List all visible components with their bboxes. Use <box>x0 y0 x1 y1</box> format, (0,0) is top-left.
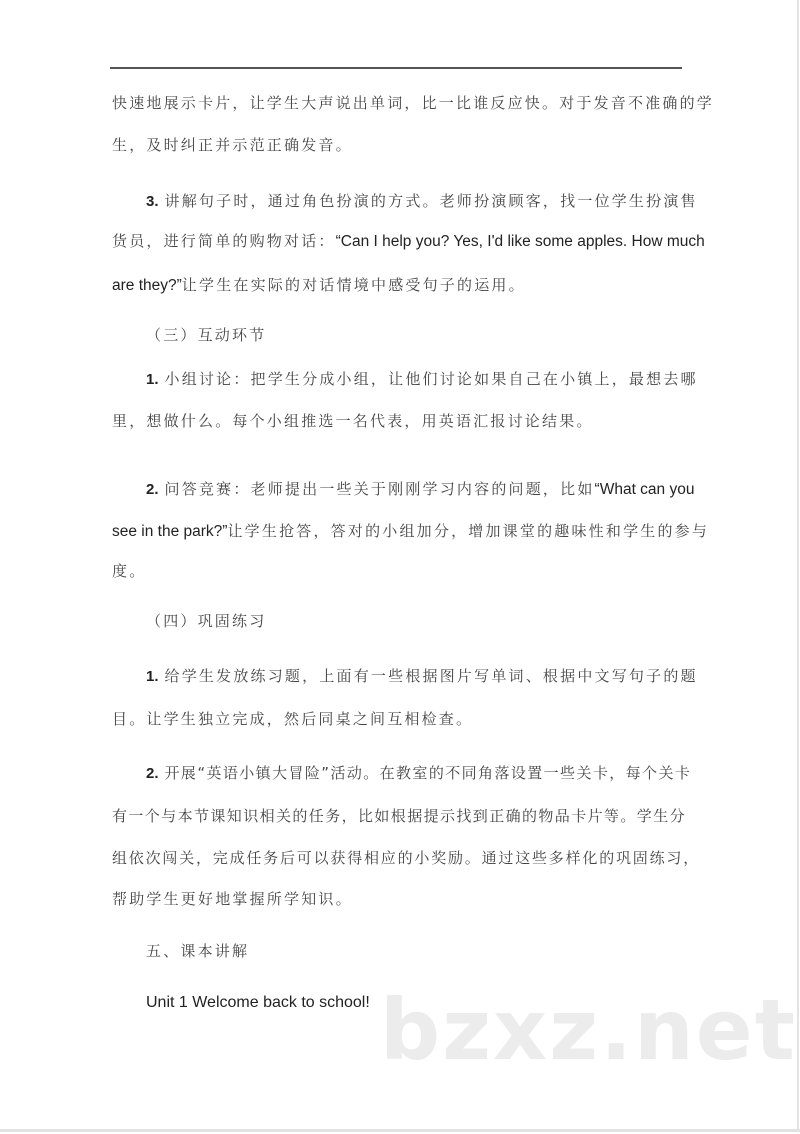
paragraph-line <box>112 275 526 296</box>
paragraph-line: 快速地展示卡片，让学生大声说出单词，比一比谁反应快。对于发音不准确的学 <box>112 94 715 112</box>
list-number: 2. <box>146 481 159 498</box>
line-text: 小组讨论：把学生分成小组，让他们讨论如果自己在小镇上，最想去哪 <box>164 370 698 388</box>
line-text: 讲解句子时，通过角色扮演的方式。老师扮演顾客，找一位学生扮演售 <box>164 192 698 210</box>
line-text-en: “Can I help you? Yes, I'd like some apples. How much <box>335 233 705 250</box>
line-text-en: see in the park?” <box>112 523 228 540</box>
section-heading: （四）巩固练习 <box>146 612 267 630</box>
paragraph-line: 帮助学生更好地掌握所学知识。 <box>112 890 353 908</box>
line-text: 给学生发放练习题，上面有一些根据图片写单词、根据中文写句子的题 <box>164 667 698 685</box>
page-edge-right <box>797 0 799 1130</box>
list-number: 1. <box>146 371 159 388</box>
paragraph-line: 有一个与本节课知识相关的任务，比如根据提示找到正确的物品卡片等。学生分 <box>112 807 687 825</box>
paragraph-line: 里，想做什么。每个小组推选一名代表，用英语汇报讨论结果。 <box>112 412 594 430</box>
paragraph-line <box>112 231 705 252</box>
list-number: 3. <box>146 193 159 210</box>
line-text-en: “What can you <box>594 481 695 498</box>
page-edge-bottom <box>0 1129 800 1132</box>
paragraph-line <box>112 521 709 542</box>
paragraph-line <box>146 479 694 500</box>
list-number: 2. <box>146 765 159 782</box>
line-text: 开展“英语小镇大冒险”活动。在教室的不同角落设置一些关卡，每个关卡 <box>164 764 692 782</box>
paragraph-line: 度。 <box>112 562 147 580</box>
line-text-cn: 让学生在实际的对话情境中感受句子的运用。 <box>181 276 526 294</box>
line-text-cn: 让学生抢答，答对的小组加分，增加课堂的趣味性和学生的参与 <box>227 522 710 540</box>
line-text-cn: 问答竞赛：老师提出一些关于刚刚学习内容的问题，比如 <box>164 480 595 498</box>
paragraph-line <box>146 191 698 212</box>
paragraph-line <box>146 763 691 784</box>
section-heading: 五、课本讲解 <box>146 942 250 960</box>
paragraph-line: 组依次闯关，完成任务后可以获得相应的小奖励。通过这些多样化的巩固练习， <box>112 849 701 867</box>
paragraph-line: 生，及时纠正并示范正确发音。 <box>112 136 353 154</box>
line-text-cn: 货员，进行简单的购物对话： <box>112 232 336 250</box>
paragraph-line <box>146 666 698 687</box>
list-number: 1. <box>146 668 159 685</box>
unit-title: Unit 1 Welcome back to school! <box>146 994 370 1011</box>
watermark: bzxz.net <box>380 981 797 1079</box>
line-text-en: are they?” <box>112 277 182 294</box>
paragraph-line: 目。让学生独立完成，然后同桌之间互相检查。 <box>112 710 474 728</box>
paragraph-line <box>146 369 698 390</box>
section-heading: （三）互动环节 <box>146 326 267 344</box>
header-rule <box>110 67 682 69</box>
